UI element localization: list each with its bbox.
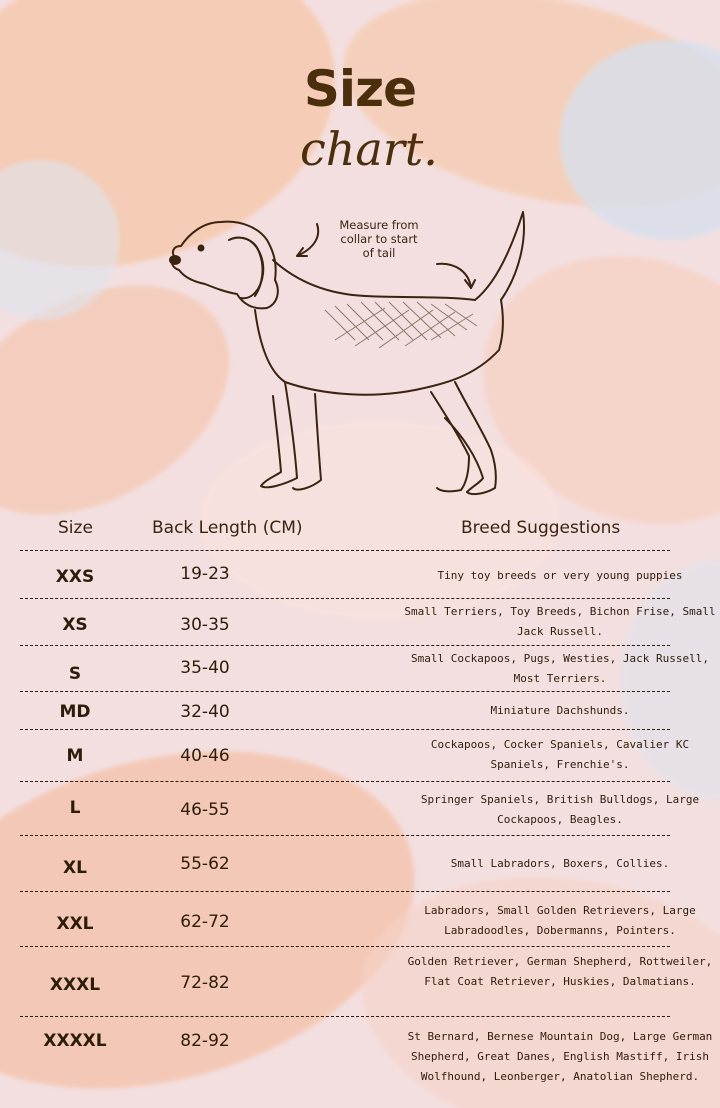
breed-cell: Small Cockapoos, Pugs, Westies, Jack Russell, Most Terriers.: [410, 652, 709, 685]
size-cell: XL: [63, 858, 87, 878]
table-row: [20, 645, 709, 692]
table-row: [20, 835, 670, 892]
table-row: [20, 550, 683, 599]
breed-cell: Miniature Dachshunds.: [490, 704, 630, 717]
size-cell: M: [66, 746, 84, 766]
header-breed-suggestions: Breed Suggestions: [461, 518, 621, 538]
length-cell: 72-82: [180, 973, 230, 993]
title-size: Size: [303, 60, 417, 118]
breed-cell: St Bernard, Bernese Mountain Dog, Large German Shepherd, Great Danes, English Mastiff, Irish Wolfhound, Leonberger, Anatolian Shepherd.: [407, 1030, 713, 1083]
length-cell: 40-46: [180, 746, 230, 766]
table-row: [20, 691, 670, 730]
length-cell: 46-55: [180, 800, 230, 820]
table-row: [20, 729, 690, 782]
length-cell: 35-40: [180, 658, 230, 678]
title-chart: chart.: [300, 122, 438, 176]
measure-note: Measure from collar to start of tail: [339, 218, 419, 260]
header-back-length: Back Length (CM): [152, 518, 303, 538]
length-cell: 19-23: [180, 564, 230, 584]
size-cell: XXS: [55, 567, 95, 587]
length-cell: 32-40: [180, 702, 230, 722]
size-cell: XXL: [56, 914, 94, 934]
size-cell: MD: [59, 702, 91, 722]
breed-cell: Small Terriers, Toy Breeds, Bichon Frise, Small Jack Russell.: [404, 605, 716, 638]
breed-cell: Cockapoos, Cocker Spaniels, Cavalier KC Spaniels, Frenchie's.: [430, 738, 690, 771]
length-cell: 62-72: [180, 912, 230, 932]
breed-cell: Labradors, Small Golden Retrievers, Large Labradoodles, Dobermanns, Pointers.: [424, 904, 696, 937]
breed-cell: Springer Spaniels, British Bulldogs, Large Cockapoos, Beagles.: [420, 793, 700, 826]
size-cell: XS: [62, 615, 88, 635]
table-row: [20, 946, 713, 1017]
size-cell: S: [68, 664, 82, 684]
header-size: Size: [58, 518, 93, 538]
breed-cell: Tiny toy breeds or very young puppies: [437, 569, 683, 582]
table-row: [20, 598, 716, 646]
length-cell: 82-92: [180, 1031, 230, 1051]
table-row: [20, 1016, 713, 1097]
length-cell: 30-35: [180, 615, 230, 635]
table-row: [20, 781, 700, 836]
size-cell: XXXXL: [43, 1031, 107, 1051]
size-cell: L: [69, 798, 81, 818]
breed-cell: Golden Retriever, German Shepherd, Rottweiler, Flat Coat Retriever, Huskies, Dalmatians.: [407, 955, 713, 988]
length-cell: 55-62: [180, 854, 230, 874]
breed-cell: Small Labradors, Boxers, Collies.: [450, 857, 670, 870]
size-cell: XXXL: [49, 975, 101, 995]
table-row: [20, 891, 696, 947]
